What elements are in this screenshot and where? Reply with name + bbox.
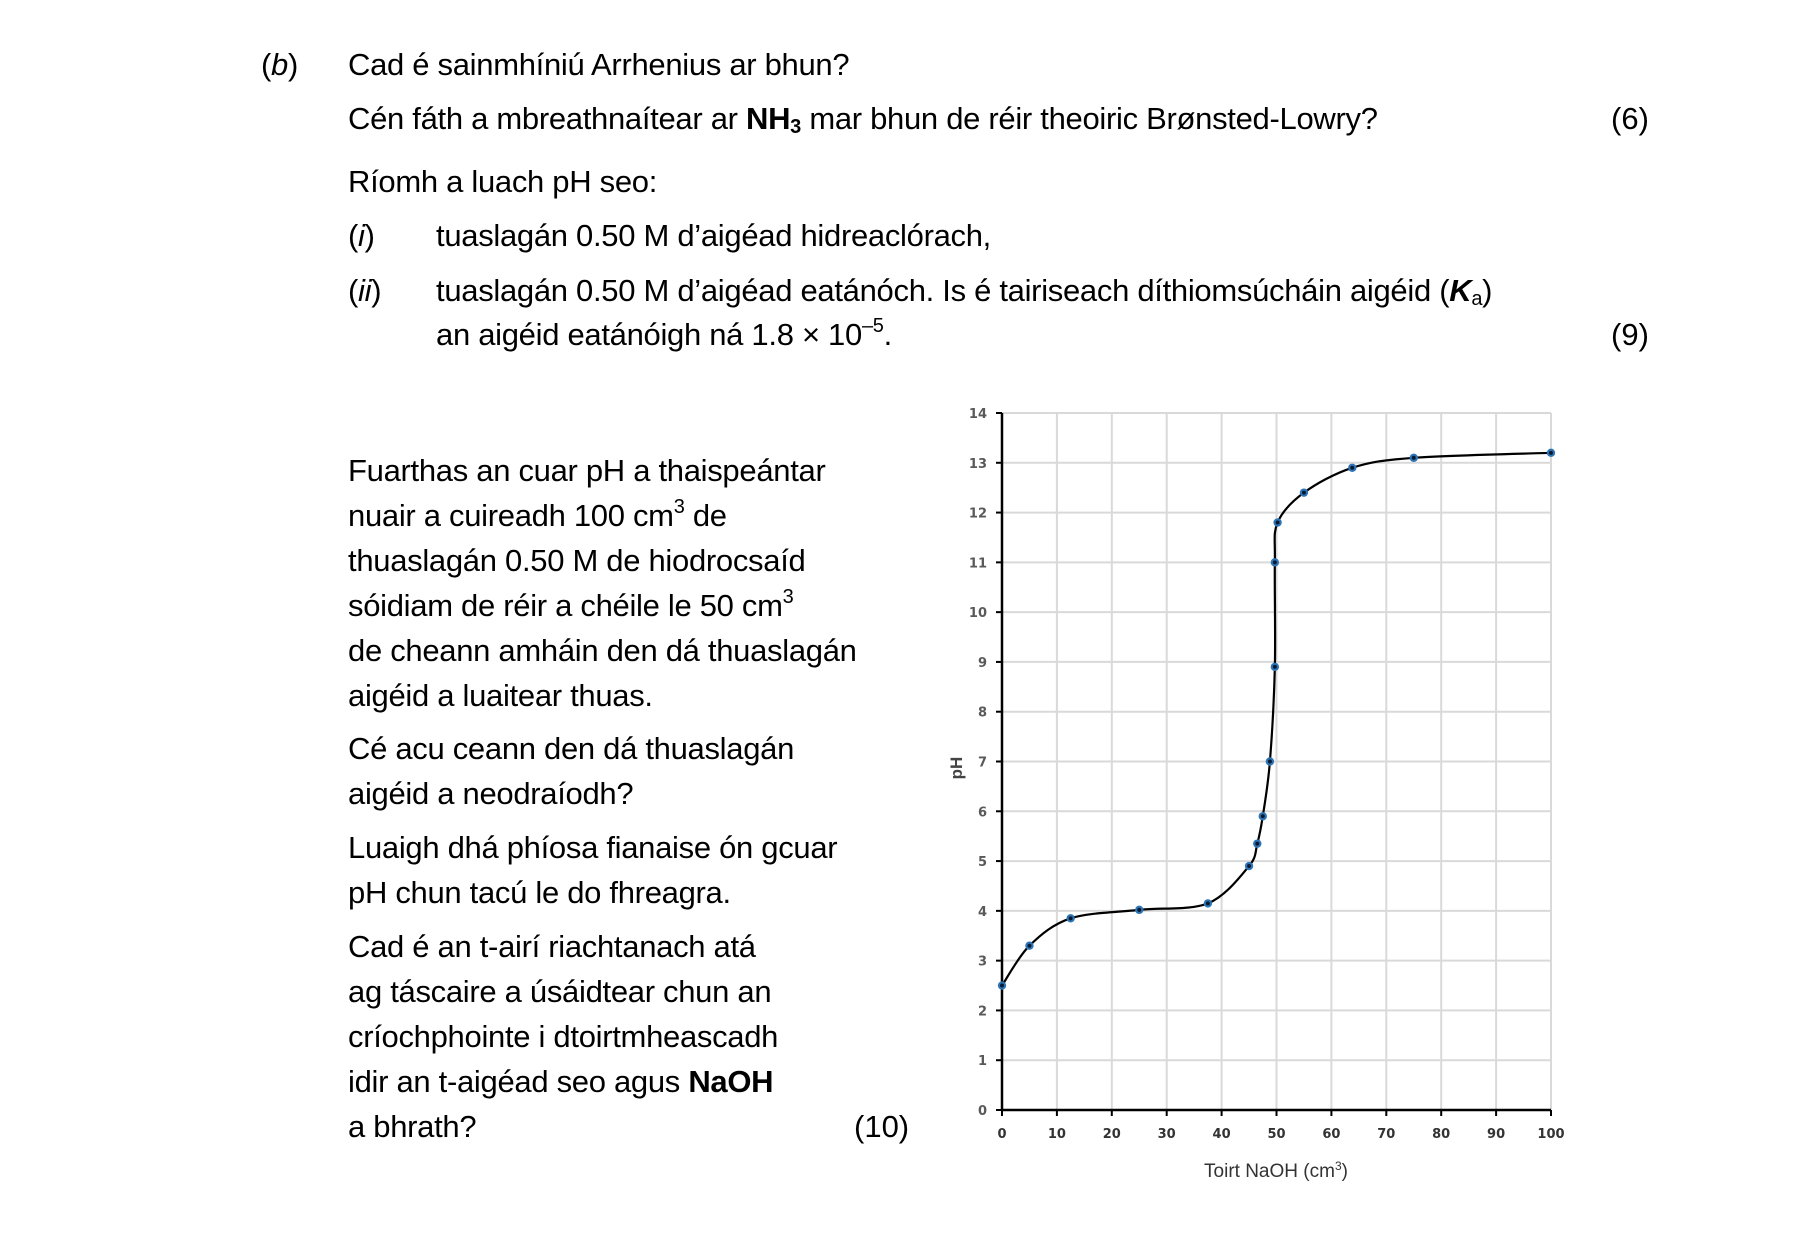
data-point-core bbox=[1261, 814, 1265, 818]
y-tick-label: 9 bbox=[977, 655, 987, 671]
formula-subscript: 3 bbox=[790, 116, 801, 138]
superscript: 3 bbox=[673, 496, 685, 518]
x-tick-label: 40 bbox=[1212, 1127, 1231, 1142]
text-span: Fuarthas an cuar pH a thaispeántar bbox=[348, 453, 826, 488]
data-point-core bbox=[1268, 760, 1272, 764]
sub-i-text: tuaslagán 0.50 M d’aigéad hidreaclórach, bbox=[436, 218, 991, 253]
para-indicator-1: Cad é an t-airí riachtanach atá bbox=[348, 929, 756, 964]
x-axis-label: Toirt NaOH $(cm^3)$ bbox=[1204, 1159, 1348, 1182]
data-point-core bbox=[1350, 466, 1354, 470]
text-span: de bbox=[684, 498, 727, 533]
chart-grid bbox=[1002, 413, 1551, 1110]
data-point-core bbox=[1302, 491, 1306, 495]
x-tick-label: 100 bbox=[1537, 1127, 1565, 1142]
para-indicator-2: ag táscaire a úsáidtear chun an bbox=[348, 974, 772, 1009]
data-point-core bbox=[1027, 944, 1031, 948]
y-tick-label: 14 bbox=[968, 407, 987, 422]
y-tick-label: 6 bbox=[977, 805, 987, 821]
x-tick-label: 50 bbox=[1267, 1127, 1286, 1142]
x-tick-label: 90 bbox=[1487, 1127, 1506, 1142]
part-label: (b) bbox=[261, 47, 299, 82]
y-tick-label: 2 bbox=[977, 1004, 987, 1020]
y-tick-label: 11 bbox=[968, 556, 987, 572]
y-tick-label: 8 bbox=[977, 705, 987, 721]
data-point-core bbox=[1255, 842, 1259, 846]
para-evidence-1: Luaigh dhá phíosa fianaise ón gcuar bbox=[348, 830, 838, 865]
text-span: Cén fáth a mbreathnaítear ar bbox=[348, 101, 746, 136]
sub-ii-label: (ii) bbox=[348, 273, 382, 308]
data-point-core bbox=[1273, 560, 1277, 564]
y-tick-label: 7 bbox=[977, 755, 987, 771]
ka-subscript: a bbox=[1471, 288, 1483, 310]
data-point-core bbox=[1276, 521, 1280, 525]
text-span: an aigéid eatánóigh ná 1.8 × 10 bbox=[436, 317, 862, 352]
y-tick-label: 12 bbox=[968, 506, 987, 522]
sub-label-text: i bbox=[358, 218, 365, 253]
x-tick-label: 80 bbox=[1432, 1127, 1451, 1142]
y-tick-label: 10 bbox=[968, 606, 987, 622]
y-tick-label: 13 bbox=[968, 456, 987, 472]
chart-tick-labels bbox=[969, 407, 1565, 1142]
x-tick-label: 70 bbox=[1377, 1127, 1396, 1142]
x-tick-label: 30 bbox=[1157, 1127, 1176, 1142]
ka-symbol: K bbox=[1449, 273, 1472, 308]
question-line-calc-ph: Ríomh a luach pH seo: bbox=[348, 164, 658, 199]
para-which-acid-1: Cé acu ceann den dá thuaslagán bbox=[348, 731, 795, 766]
y-tick-label: 1 bbox=[977, 1054, 987, 1070]
data-point-core bbox=[1069, 916, 1073, 920]
para-which-acid-2: aigéid a neodraíodh? bbox=[348, 776, 634, 811]
x-tick-label: 10 bbox=[1047, 1127, 1066, 1142]
text-span: sóidiam de réir a chéile le 50 cm bbox=[348, 588, 783, 623]
text-span: mar bhun de réir theoiric Brønsted-Lowry? bbox=[801, 101, 1378, 136]
data-point-core bbox=[1137, 908, 1141, 912]
text-span: thuaslagán 0.50 M de hiodrocsaíd bbox=[348, 543, 806, 578]
x-tick-label: 60 bbox=[1322, 1127, 1341, 1142]
data-point-core bbox=[1000, 984, 1004, 988]
y-tick-label: 0 bbox=[977, 1104, 987, 1119]
y-tick-label: 4 bbox=[977, 904, 987, 920]
data-point-core bbox=[1206, 901, 1210, 905]
text-span: ) bbox=[1482, 273, 1493, 308]
sub-i-label: (i) bbox=[348, 218, 375, 253]
para-indicator-5: a bhrath? bbox=[348, 1109, 477, 1144]
part-letter: b bbox=[271, 47, 288, 82]
data-point-core bbox=[1273, 665, 1277, 669]
formula-main: NH bbox=[745, 101, 791, 136]
superscript: 3 bbox=[782, 586, 794, 608]
text-span: aigéid a luaitear thuas. bbox=[348, 678, 653, 713]
data-point-core bbox=[1247, 864, 1251, 868]
marks-6: (6) bbox=[1611, 101, 1649, 136]
para-indicator-3: críochphointe i dtoirtmheascadh bbox=[348, 1019, 779, 1054]
data-point-core bbox=[1412, 456, 1416, 460]
y-tick-label: 5 bbox=[977, 855, 987, 871]
data-point-core bbox=[1549, 451, 1553, 455]
text-span: idir an t-aigéad seo agus bbox=[348, 1064, 689, 1099]
marks-10: (10) bbox=[854, 1109, 910, 1144]
question-line-arrhenius: Cad é sainmhíniú Arrhenius ar bhun? bbox=[348, 47, 850, 82]
text-span: de cheann amháin den dá thuaslagán bbox=[348, 633, 857, 668]
text-span: . bbox=[883, 317, 892, 352]
x-tick-label: 20 bbox=[1102, 1127, 1121, 1142]
para-evidence-2: pH chun tacú le do fhreagra. bbox=[348, 875, 731, 910]
text-span: tuaslagán 0.50 M d’aigéad eatánóch. Is é tairiseach díthiomsúcháin aigéid ( bbox=[436, 273, 1450, 308]
x-tick-label: 0 bbox=[997, 1127, 1007, 1142]
formula-naoh: NaOH bbox=[688, 1064, 774, 1099]
marks-9: (9) bbox=[1611, 317, 1649, 352]
exponent: –5 bbox=[861, 315, 884, 337]
y-tick-label: 3 bbox=[977, 954, 987, 970]
text-span: nuair a cuireadh 100 cm bbox=[348, 498, 674, 533]
sub-label-text: ii bbox=[358, 273, 372, 308]
y-axis-label: pH bbox=[947, 756, 966, 780]
